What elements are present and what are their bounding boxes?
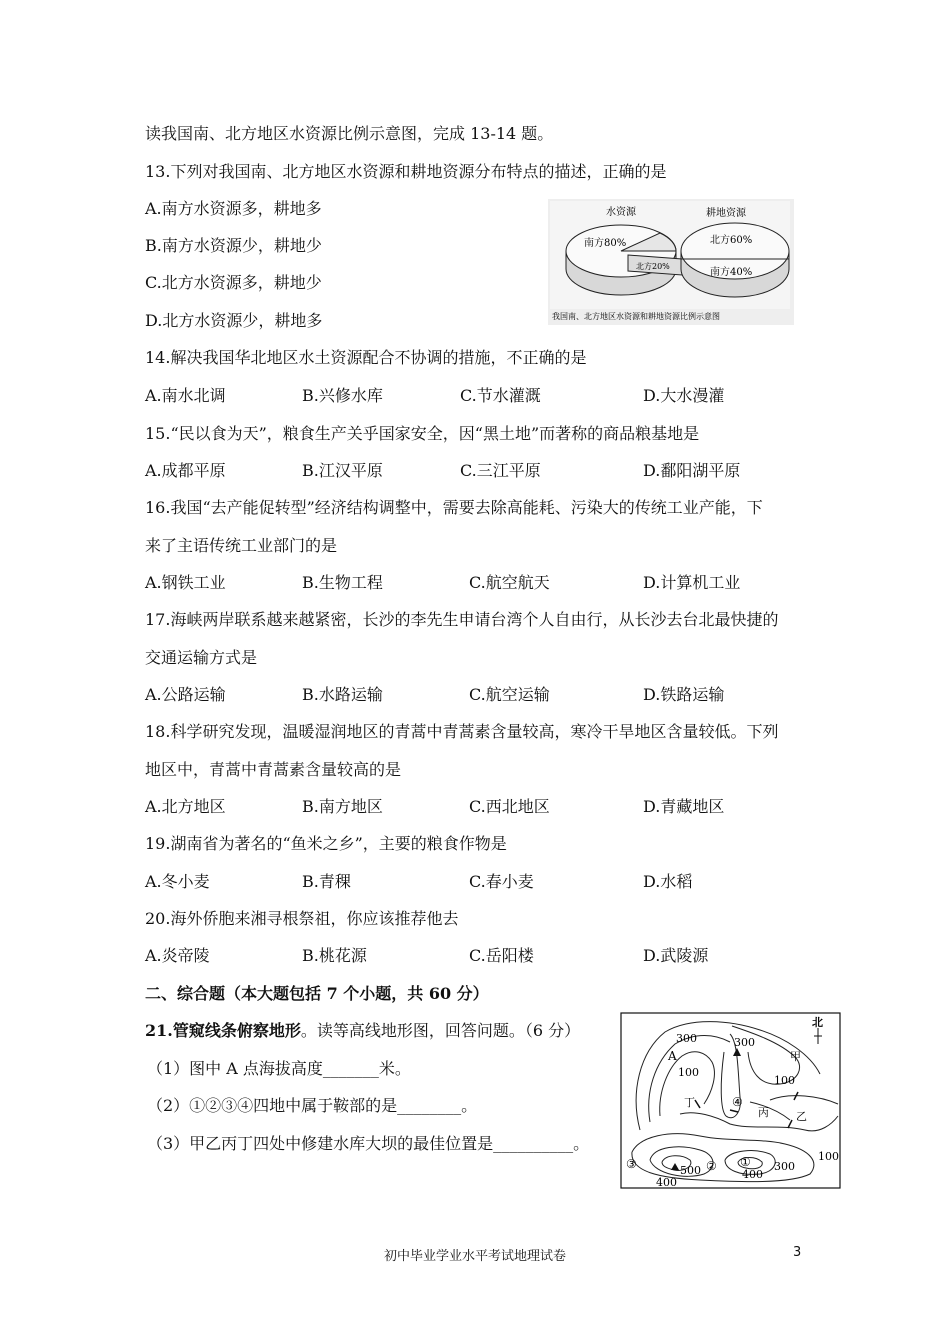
question-15-option-b: B.江汉平原 [302, 461, 383, 480]
section-2-heading: 二、综合题（本大题包括 7 个小题，共 60 分） [145, 984, 489, 1003]
question-19-option-b: B.青稞 [302, 872, 351, 891]
contour-label-500: 500 [680, 1164, 701, 1177]
question-19-option-c: C.春小麦 [469, 872, 534, 891]
question-16-option-c: C.航空航天 [469, 573, 550, 592]
contour-label-100-left: 100 [678, 1066, 699, 1079]
question-21-stem-rest: 。读等高线地形图，回答问题。（6 分） [300, 1021, 581, 1040]
contour-label-300-top: 300 [676, 1032, 697, 1045]
question-13-option-c: C.北方水资源多，耕地少 [145, 273, 322, 292]
question-13-stem: 13.下列对我国南、北方地区水资源和耕地资源分布特点的描述，正确的是 [145, 162, 667, 181]
land-south-label: 南方40% [710, 267, 753, 278]
point-ding-label: 丁 [684, 1096, 695, 1109]
question-21-sub2: （2）①②③④四地中属于鞍部的是________。 [147, 1096, 478, 1115]
contour-label-300-peak: 300 [734, 1036, 755, 1049]
land-north-label: 北方60% [710, 235, 753, 246]
contour-label-100-edge: 100 [818, 1150, 839, 1163]
point-2-label: ② [706, 1159, 717, 1173]
contour-label-400-right: 400 [742, 1168, 763, 1181]
question-16-option-a: A.钢铁工业 [145, 573, 226, 592]
water-north-label: 北方20% [636, 262, 670, 271]
water-pie [566, 225, 682, 295]
question-14-option-a: A.南水北调 [145, 386, 226, 405]
point-3-label: ③ [626, 1157, 637, 1171]
water-land-pie-figure [548, 199, 794, 325]
point-1-label: ① [740, 1155, 751, 1169]
point-jia-label: 甲 [790, 1050, 801, 1063]
question-18-option-c: C.西北地区 [469, 797, 550, 816]
water-south-label: 南方80% [584, 238, 627, 249]
question-13-option-d: D.北方水资源少，耕地多 [145, 311, 323, 330]
question-14-option-c: C.节水灌溉 [460, 386, 541, 405]
question-15-stem: 15.“民以食为天”，粮食生产关乎国家安全，因“黑土地”而著称的商品粮基地是 [145, 424, 700, 443]
question-15-option-c: C.三江平原 [460, 461, 541, 480]
question-18-option-b: B.南方地区 [302, 797, 383, 816]
question-16-stem-line1: 16.我国“去产能促转型”经济结构调整中，需要去除高能耗、污染大的传统工业产能，下 [145, 498, 763, 517]
question-15-option-a: A.成都平原 [145, 461, 226, 480]
question-14-option-b: B.兴修水库 [302, 386, 383, 405]
water-pie-title: 水资源 [606, 207, 636, 218]
question-21-stem-bold: 21.管窥线条俯察地形 [145, 1021, 301, 1040]
page-number: 3 [793, 1245, 802, 1260]
question-17-option-b: B.水路运输 [302, 685, 383, 704]
question-17-option-a: A.公路运输 [145, 685, 226, 704]
point-bing-label: 丙 [758, 1106, 769, 1119]
point-4-label: ④ [732, 1095, 743, 1109]
question-21-sub1: （1）图中 A 点海拔高度_______米。 [147, 1059, 411, 1078]
page-footer: 初中毕业学业水平考试地理试卷 [383, 1249, 566, 1264]
question-15-option-d: D.鄱阳湖平原 [643, 461, 741, 480]
question-17-stem-line1: 17.海峡两岸联系越来越紧密，长沙的李先生申请台湾个人自由行，从长沙去台北最快捷的 [145, 610, 779, 629]
point-a-label: A [668, 1049, 677, 1063]
land-pie-title: 耕地资源 [706, 208, 746, 219]
question-19-stem: 19.湖南省为著名的“鱼米之乡”，主要的粮食作物是 [145, 834, 507, 853]
point-yi-label: 乙 [796, 1110, 807, 1123]
question-16-stem-line2: 来了主语传统工业部门的是 [145, 536, 338, 555]
question-19-option-a: A.冬小麦 [145, 872, 210, 891]
question-21-stem [145, 1021, 580, 1041]
question-18-stem-line2: 地区中，青蒿中青蒿素含量较高的是 [145, 760, 402, 779]
question-18-option-d: D.青藏地区 [643, 797, 725, 816]
question-13-option-a: A.南方水资源多，耕地多 [145, 199, 322, 218]
contour-label-300-bottom: 300 [774, 1160, 795, 1173]
contour-map-figure [620, 1012, 842, 1190]
question-20-option-a: A.炎帝陵 [145, 946, 210, 965]
pie-figure-caption: 我国南、北方地区水资源和耕地资源比例示意图 [552, 312, 720, 321]
question-20-option-c: C.岳阳楼 [469, 946, 534, 965]
question-20-stem: 20.海外侨胞来湘寻根祭祖，你应该推荐他去 [145, 909, 459, 928]
question-18-option-a: A.北方地区 [145, 797, 226, 816]
question-20-option-b: B.桃花源 [302, 946, 367, 965]
question-16-option-d: D.计算机工业 [643, 573, 741, 592]
contour-label-100-right: 100 [774, 1074, 795, 1087]
question-14-option-d: D.大水漫灌 [643, 386, 725, 405]
intro-text: 读我国南、北方地区水资源比例示意图，完成 13-14 题。 [145, 124, 554, 143]
question-21-sub3: （3）甲乙丙丁四处中修建水库大坝的最佳位置是__________。 [147, 1134, 590, 1153]
question-20-option-d: D.武陵源 [643, 946, 709, 965]
question-17-option-c: C.航空运输 [469, 685, 550, 704]
question-14-stem: 14.解决我国华北地区水土资源配合不协调的措施，不正确的是 [145, 348, 587, 367]
question-17-stem-line2: 交通运输方式是 [145, 648, 258, 667]
north-label: 北 [812, 1016, 823, 1029]
contour-label-400-left: 400 [656, 1176, 677, 1189]
question-16-option-b: B.生物工程 [302, 573, 383, 592]
question-18-stem-line1: 18.科学研究发现，温暖湿润地区的青蒿中青蒿素含量较高，寒冷干旱地区含量较低。下列 [145, 722, 779, 741]
question-19-option-d: D.水稻 [643, 872, 693, 891]
question-17-option-d: D.铁路运输 [643, 685, 725, 704]
question-13-option-b: B.南方水资源少，耕地少 [145, 236, 322, 255]
